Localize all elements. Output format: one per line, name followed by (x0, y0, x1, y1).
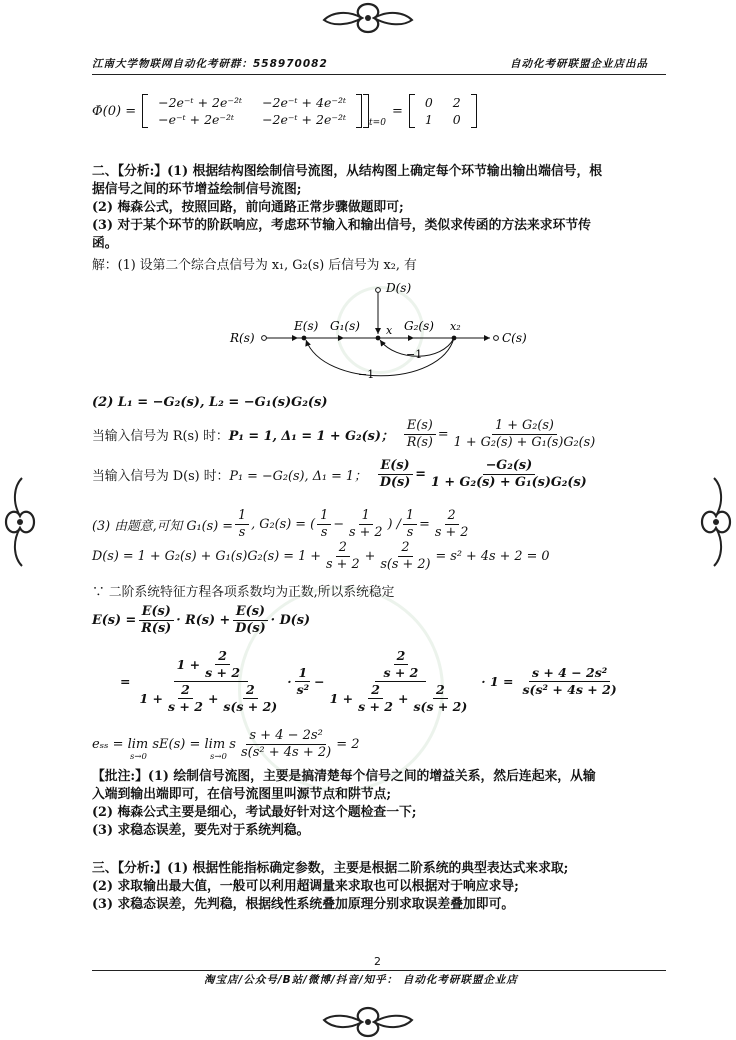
g-f3n: 1 (359, 508, 373, 525)
big-f3-den-a: 1 + (329, 690, 354, 706)
g-f4n: 1 (403, 508, 417, 525)
ornament-right-icon (696, 472, 736, 572)
phi-sub: t=0 (369, 118, 386, 128)
sec3-line3: (3) 求稳态误差，先判稳，根据线性系统叠加原理分别求取误差叠加即可。 (92, 897, 515, 912)
big-f1-num-a: 1 + (176, 656, 201, 672)
sec2-solution: 解：(1) 设第二个综合点信号为 x₁, G₂(s) 后信号为 x₂, 有 (92, 258, 417, 273)
g-def-row (92, 508, 473, 541)
note-line2: 入端到输出端即可，在信号流图里叫源节点和阱节点; (92, 787, 392, 802)
ess-fn: s + 4 − 2s² (246, 728, 325, 745)
din-lhs-den: D(s) (379, 475, 411, 490)
g-f3d: s + 2 (348, 525, 383, 540)
g-f1d: s (238, 525, 246, 540)
ess-b: = 2 (336, 737, 360, 752)
ds-f1n: 2 (336, 540, 350, 557)
note-line3: (2) 梅森公式主要是细心，考试最好针对这个题检查一下; (92, 805, 417, 820)
rin-lhs-num: E(s) (404, 418, 436, 435)
rin-p: P₁ = 1, Δ₁ = 1 + G₂(s)； (228, 429, 394, 444)
big-f3-den-f1d: s + 2 (358, 699, 394, 714)
phi-m22: −2e⁻ᵗ + 2e⁻²ᵗ (262, 112, 347, 127)
ornament-bottom-icon (318, 1000, 418, 1040)
signal-flow-graph (228, 276, 538, 388)
sec3-line2: (2) 求取输出最大值，一般可以利用超调量来求取也可以根据对于响应求导; (92, 879, 519, 894)
phi-equation (92, 94, 477, 128)
big-f2d: s² (296, 682, 310, 697)
g-def-d: ) / (387, 517, 401, 532)
sec2-line5: 函。 (92, 236, 118, 251)
graph-label-E: E(s) (294, 319, 319, 333)
ds-f1d: s + 2 (326, 557, 360, 572)
es-f2d: D(s) (235, 621, 266, 636)
ds-a: D(s) = 1 + G₂(s) + G₁(s)G₂(s) = 1 + (92, 549, 322, 564)
phi-eq: = (391, 103, 403, 119)
es-a: E(s) = (92, 613, 137, 628)
phi-m21: −e⁻ᵗ + 2e⁻²ᵗ (158, 112, 235, 127)
big-expr-row (120, 648, 622, 715)
phi-r11: 0 (424, 95, 433, 110)
din-num: −G₂(s) (483, 458, 536, 475)
ess-fd: s(s² + 4s + 2) (240, 745, 332, 760)
big-f2n: 1 (295, 665, 310, 682)
graph-label-minus1-b: −1 (358, 368, 375, 381)
ess-sub2: s→0 (210, 752, 227, 762)
header-rule (92, 74, 666, 75)
phi-m12: −2e⁻ᵗ + 4e⁻²ᵗ (262, 95, 347, 110)
big-f3-numd: s + 2 (383, 665, 419, 680)
ds-f2n: 2 (398, 540, 412, 557)
ornament-left-icon (0, 472, 40, 572)
rin-row: 当输入信号为 R(s) 时： P₁ = 1, Δ₁ = 1 + G₂(s)； $\frac{E(s)}{R(s)}$ = $\frac{\text{1 + G₂(s)}}{\text{1 + G₂(s) + G₁(s)G₂(s)}}$ (92, 418, 600, 451)
graph-label-D: D(s) (386, 281, 412, 295)
stable-line: ∵ 二阶系统特征方程各项系数均为正数,所以系统稳定 (92, 585, 395, 600)
phi-r12: 2 (452, 95, 461, 110)
graph-label-G1: G₁(s) (330, 319, 360, 333)
big-f1-den-f2n: 2 (243, 682, 258, 699)
big-f3-den-f2d: s(s + 2) (413, 699, 468, 714)
ess-a: eₛₛ = lim sE(s) = lim s (92, 737, 236, 752)
phi-matrix (148, 94, 356, 128)
header-left: 江南大学物联网自动化考研群：558970082 (92, 58, 328, 70)
ds-row (92, 540, 550, 573)
note-line1: 【批注:】(1) 绘制信号流图，主要是搞清楚每个信号之间的增益关系，然后连起来，从输 (92, 769, 596, 784)
phi-r21: 1 (424, 112, 433, 127)
big-minus: − (314, 674, 325, 689)
sec2-line3: (2) 梅森公式，按照回路，前向通路正常步骤做题即可; (92, 200, 404, 215)
graph-label-R: R(s) (230, 331, 255, 345)
big-f1-den-f1d: s + 2 (168, 699, 203, 714)
sec2-line1: 二、【分析:】(1) 根据结构图绘制信号流图，从结构图上确定每个环节输出输出端信号，根 (92, 164, 603, 179)
ds-f2d: s(s + 2) (380, 557, 431, 572)
din-row: 当输入信号为 D(s) 时： P₁ = −G₂(s), Δ₁ = 1； $\frac{E(s)}{D(s)}$ = $\frac{\text{−G₂(s)}}{\text{1 + G₂(s) + G₁(s)G₂(s)}}$ (92, 458, 592, 491)
phi-m11: −2e⁻ᵗ + 2e⁻²ᵗ (158, 95, 243, 110)
rin-num: 1 + G₂(s) (492, 418, 557, 435)
g-f5d: s + 2 (434, 525, 469, 540)
big-res-n: s + 4 − 2s² (529, 665, 610, 682)
big-f1-den-f2d: s(s + 2) (223, 699, 278, 714)
g-def-c: − (333, 517, 344, 532)
ds-b: + (364, 549, 376, 564)
graph-label-G2: G₂(s) (404, 319, 434, 333)
big-f1-den-f1n: 2 (178, 682, 193, 699)
header-right: 自动化考研联盟企业店出品 (510, 58, 648, 70)
big-eq: = (120, 674, 131, 689)
phi-result-matrix (415, 94, 471, 128)
din-text: 当输入信号为 D(s) 时： (92, 469, 230, 484)
graph-label-minus1-a: −1 (406, 348, 423, 361)
big-f1-den-a: 1 + (139, 690, 164, 706)
big-f3-den-b: + (398, 690, 409, 706)
footer-text: 淘宝店/公众号/B站/微博/抖音/知乎： 自动化考研联盟企业店 (204, 974, 518, 986)
es-row (92, 604, 310, 637)
es-f2n: E(s) (233, 604, 268, 621)
graph-label-C: C(s) (502, 331, 527, 345)
big-f1-den-b: + (207, 690, 219, 706)
note-line4: (3) 求稳态误差，要先对于系统判稳。 (92, 823, 310, 838)
din-lhs-num: E(s) (378, 458, 413, 475)
es-b: · R(s) + (176, 613, 231, 628)
big-f1-num-fn: 2 (215, 648, 230, 665)
rin-text: 当输入信号为 R(s) 时： (92, 429, 229, 444)
g-def-b: , G₂(s) = ( (251, 517, 316, 532)
ornament-top-icon (318, 0, 418, 40)
graph-label-x2: x₂ (450, 320, 461, 333)
big-f3-den-f1n: 2 (368, 682, 383, 699)
es-c: · D(s) (270, 613, 310, 628)
phi-r22: 0 (452, 112, 461, 127)
loops-line: (2) L₁ = −G₂(s), L₂ = −G₁(s)G₂(s) (92, 395, 328, 410)
big-f3-num: 2 (394, 648, 409, 665)
din-den: 1 + G₂(s) + G₁(s)G₂(s) (431, 475, 587, 490)
g-f5n: 2 (445, 508, 459, 525)
es-f1n: E(s) (139, 604, 174, 621)
sec3-line1: 三、【分析:】(1) 根据性能指标确定参数，主要是根据二阶系统的典型表达式来求取; (92, 861, 569, 876)
g-f4d: s (406, 525, 414, 540)
big-f3-den-f2n: 2 (433, 682, 448, 699)
es-f1d: R(s) (141, 621, 172, 636)
big-res-d: s(s² + 4s + 2) (522, 682, 617, 697)
rin-den: 1 + G₂(s) + G₁(s)G₂(s) (453, 435, 596, 450)
sec2-line4: (3) 对于某个环节的阶跃响应，考虑环节输入和输出信号，类似求传函的方法来求环节传 (92, 218, 591, 233)
g-f2n: 1 (317, 508, 331, 525)
g-f2d: s (320, 525, 328, 540)
rin-lhs-den: R(s) (406, 435, 433, 450)
g-def-e: = (419, 517, 430, 532)
big-dot1: · (287, 674, 292, 689)
din-p: P₁ = −G₂(s), Δ₁ = 1； (229, 469, 367, 484)
page-number: 2 (374, 955, 381, 968)
g-def-a: (3) 由题意,可知 G₁(s) = (92, 519, 234, 534)
phi-lhs: Φ̇(0) = (92, 103, 137, 119)
big-dot2: · 1 = (481, 674, 514, 689)
footer-rule (92, 970, 666, 971)
ess-sub1: s→0 (130, 752, 147, 762)
g-f1n: 1 (235, 508, 249, 525)
big-f1-num-fd: s + 2 (205, 665, 241, 680)
graph-label-x1: x (386, 324, 393, 337)
ds-c: = s² + 4s + 2 = 0 (435, 549, 550, 564)
sec2-line2: 据信号之间的环节增益绘制信号流图; (92, 182, 302, 197)
